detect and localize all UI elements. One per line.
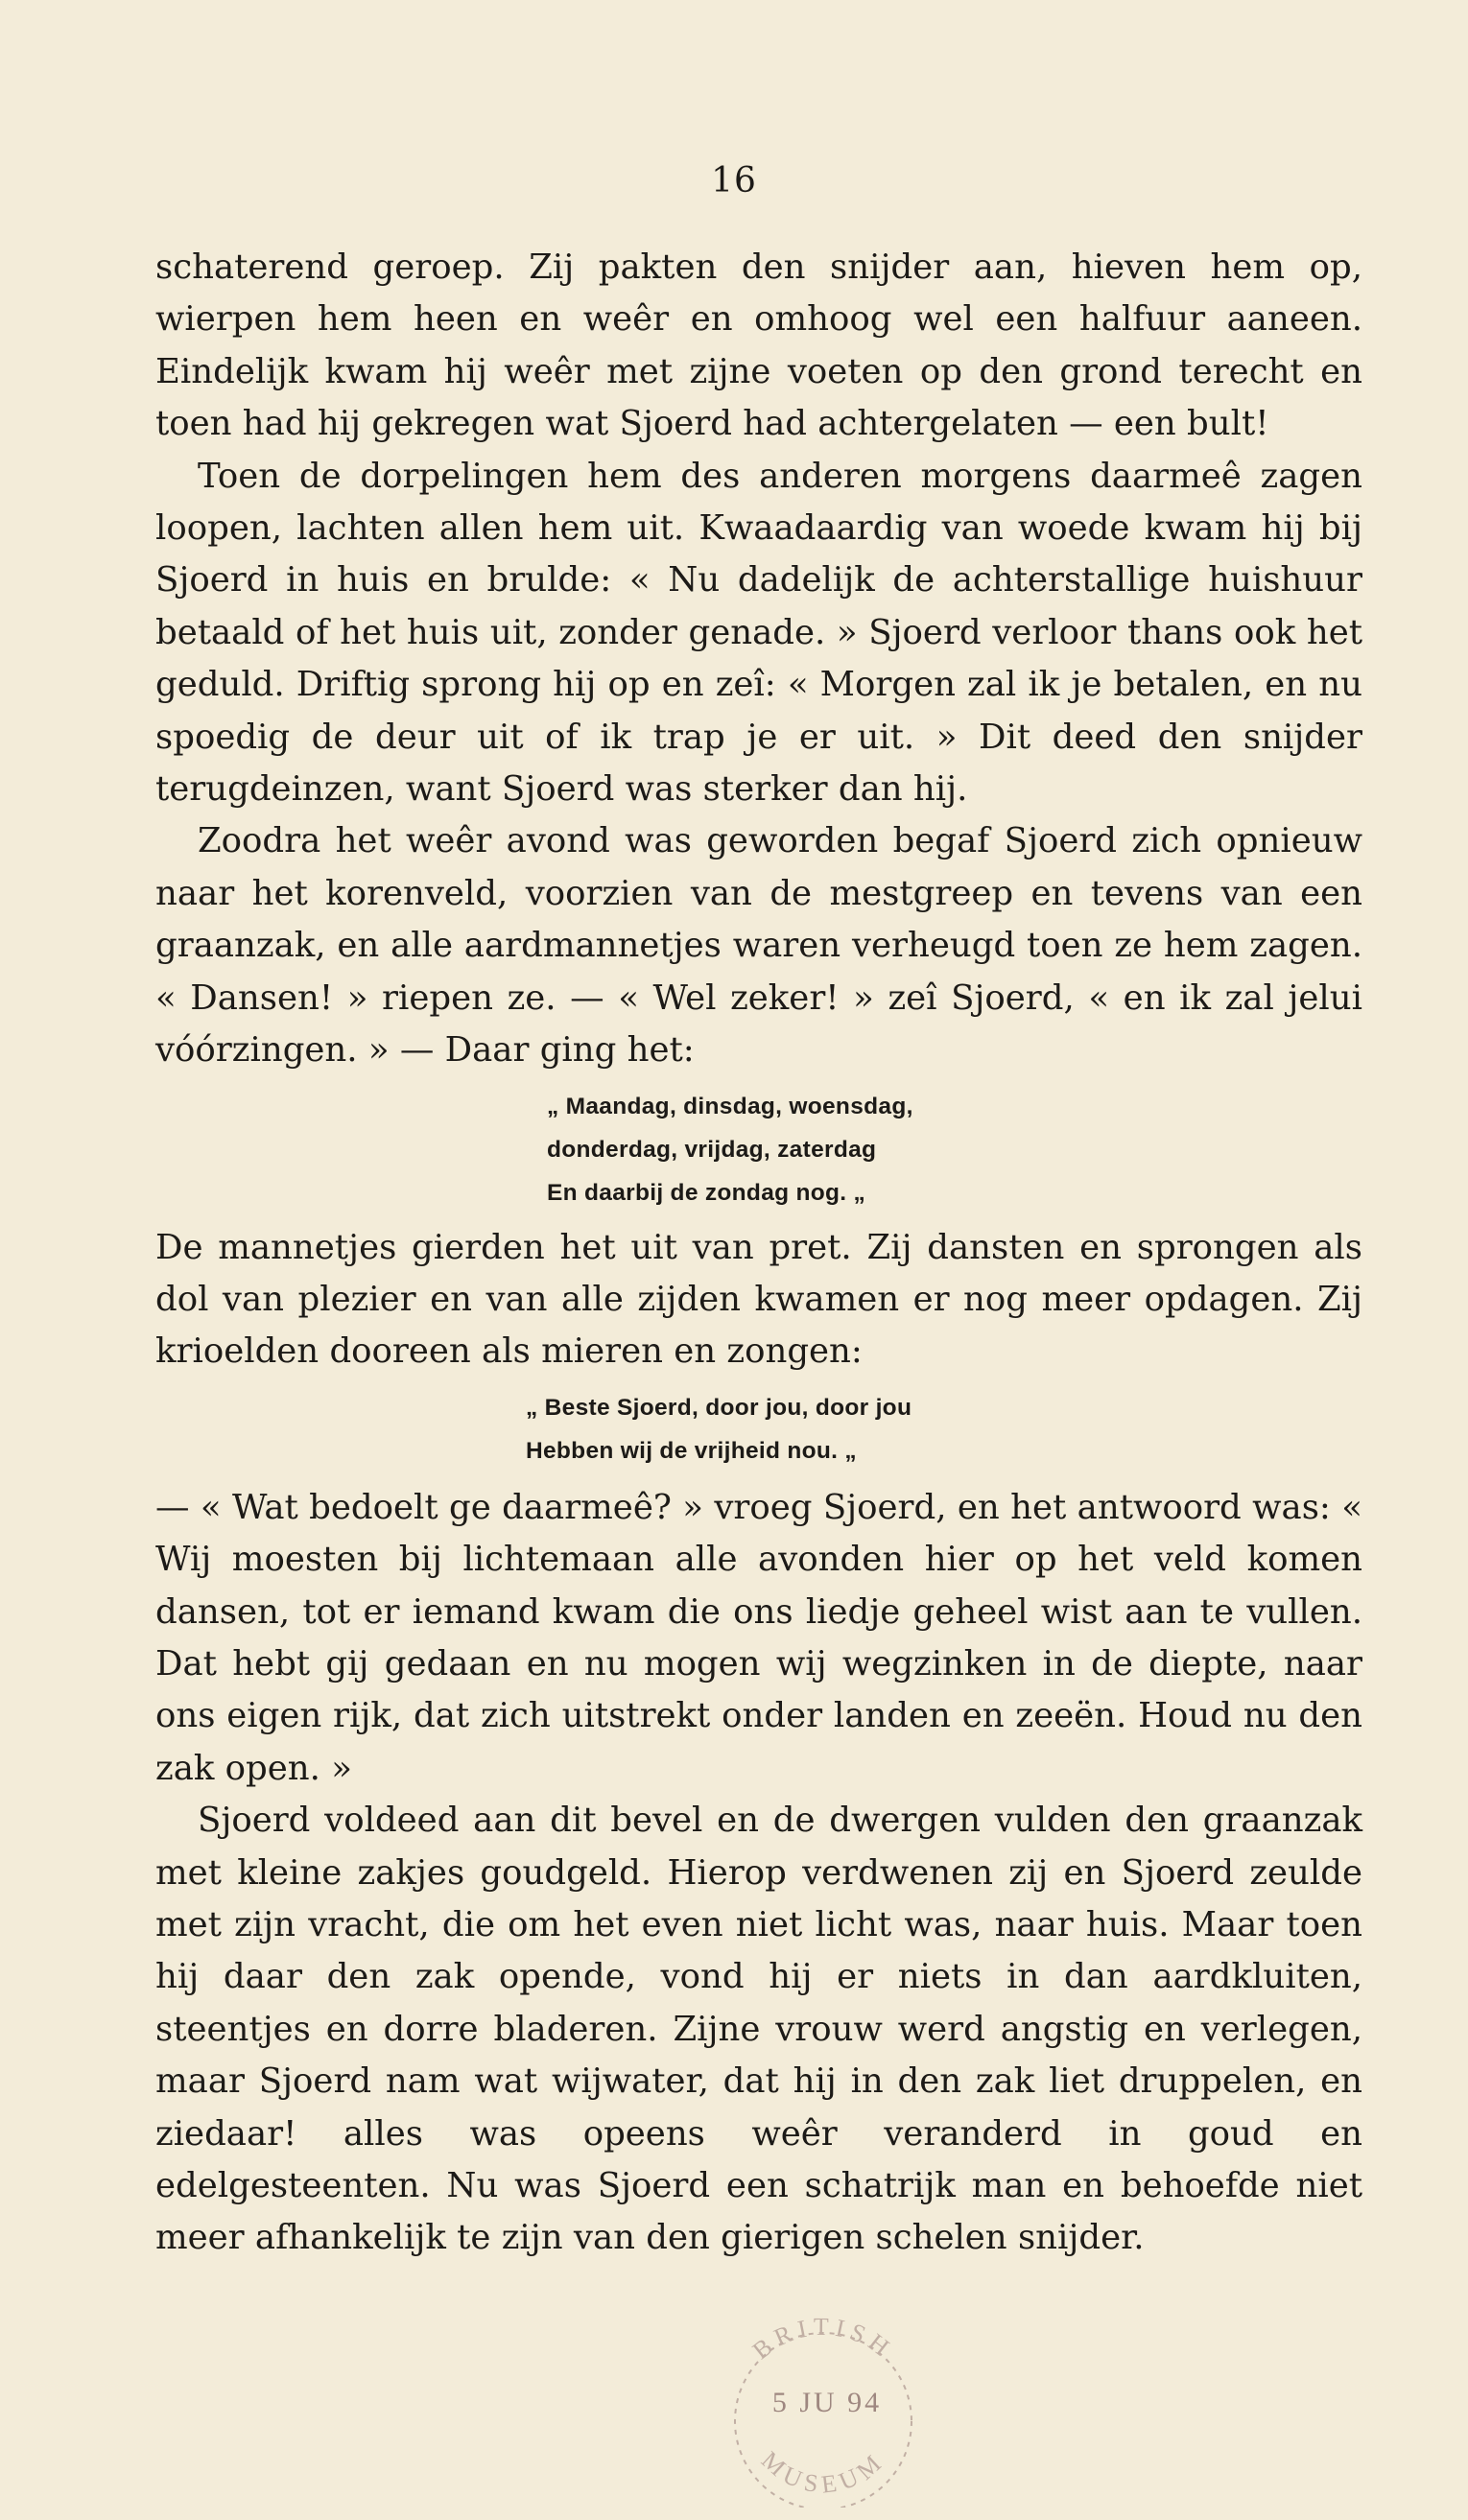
- stamp-top-text: BRITISH: [746, 2316, 899, 2366]
- body-text: [155, 242, 1362, 2265]
- song-verse-2: [155, 1386, 1362, 1472]
- svg-text:BRITISH: [747, 2316, 899, 2365]
- song-verse-1: [155, 1085, 1362, 1214]
- page-number: 16: [711, 161, 757, 200]
- verse-1-line-1: „ Maandag, dinsdag, woensdag,: [547, 1093, 913, 1119]
- paragraph-3: Zoodra het weêr avond was geworden begaf Sjoerd zich opnieuw naar het korenveld, voorzien van de mestgreep en tevens van een graanzak, en alle aardmannetjes waren verheugd toen ze hem zagen. « Dansen! » riepen ze. — « Wel zeker! » zeî Sjoerd, « en ik zal jelui vóórzingen. » — Daar ging het:: [155, 821, 1362, 1071]
- paragraph-5: — « Wat bedoelt ge daarmeê? » vroeg Sjoerd, en het antwoord was: « Wij moesten bij lichtemaan alle avonden hier op het veld komen dansen, tot er iemand kwam die ons liedje geheel wist aan te vullen. Dat hebt gij gedaan en nu mogen wij wegzinken in de diepte, naar ons eigen rijk, dat zich uitstrekt onder landen en zeeën. Houd nu den zak open. »: [155, 1487, 1362, 1788]
- svg-text:MUSEUM: [756, 2446, 890, 2499]
- verse-2-line-2: Hebben wij de vrijheid nou. „: [526, 1437, 857, 1464]
- paragraph-2: Toen de dorpelingen hem des anderen morgens daarmeê zagen loopen, lachten allen hem uit. Kwaadaardig van woede kwam hij bij Sjoerd in huis en brulde: « Nu dadelijk de achterstallige huishuur betaald of het huis uit, zonder genade. » Sjoerd verloor thans ook het geduld. Driftig sprong hij op en zeî: « Morgen zal ik je betalen, en nu spoedig de deur uit of ik trap je er uit. » Dit deed den snijder terugdeinzen, want Sjoerd was sterker dan hij.: [155, 456, 1362, 810]
- paragraph-1: schaterend geroep. Zij pakten den snijder aan, hieven hem op, wierpen hem heen en weêr en omhoog wel een halfuur aaneen. Eindelijk kwam hij weêr met zijne voeten op den grond terecht en toen had hij gekregen wat Sjoerd had achtergelaten — een bult!: [155, 247, 1362, 444]
- stamp-bottom-text: MUSEUM: [755, 2445, 891, 2499]
- stamp-date: 5 JU 94: [771, 2387, 883, 2418]
- verse-2-line-1: „ Beste Sjoerd, door jou, door jou: [526, 1394, 912, 1421]
- paragraph-6: Sjoerd voldeed aan dit bevel en de dwergen vulden den graanzak met kleine zakjes goudgeld. Hierop verdwenen zij en Sjoerd zeulde met zijn vracht, die om het even niet licht was, naar huis. Maar toen hij daar den zak opende, vond hij er niets in dan aardkluiten, steentjes en dorre bladeren. Zijne vrouw werd angstig en verlegen, maar Sjoerd nam wat wijwater, dat hij in den zak liet druppelen, en ziedaar! alles was opeens weêr veranderd in goud en edelgesteenten. Nu was Sjoerd een schatrijk man en behoefde niet meer afhankelijk te zijn van den gierigen schelen snijder.: [155, 1801, 1362, 2258]
- paragraph-4: De mannetjes gierden het uit van pret. Zij dansten en sprongen als dol van plezier en van alle zijden kwamen er nog meer opdagen. Zij krioelden dooreen als mieren en zongen:: [155, 1227, 1362, 1372]
- verse-1-line-3: En daarbij de zondag nog. „: [547, 1179, 866, 1206]
- verse-1-line-2: donderdag, vrijdag, zaterdag: [547, 1136, 877, 1163]
